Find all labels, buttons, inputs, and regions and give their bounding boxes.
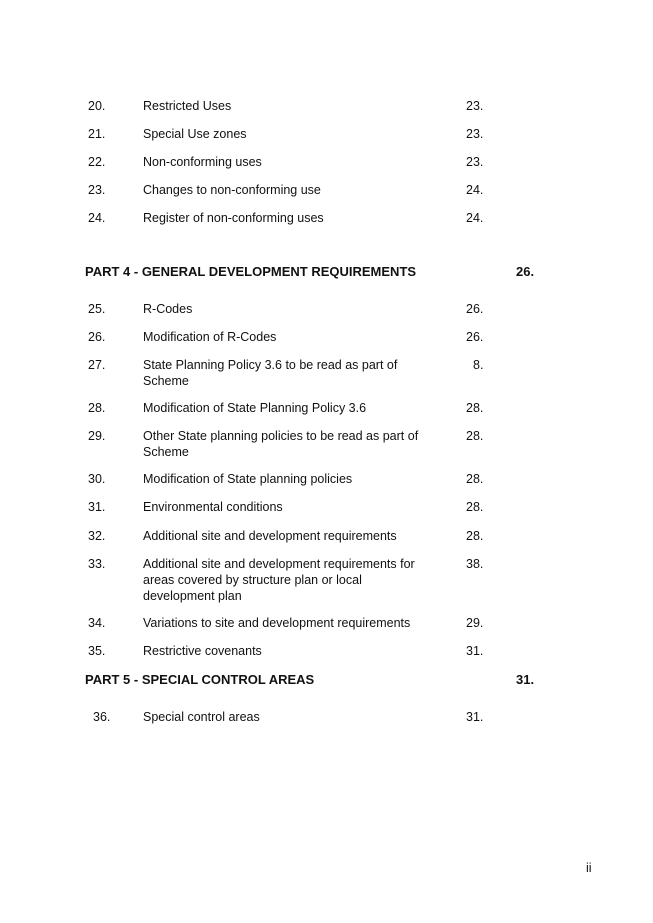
toc-entry-title: Additional site and development requirements for areas covered by structure plan or local development plan	[143, 557, 415, 603]
toc-entry-page: 26.	[466, 330, 484, 344]
toc-entry-number: 34.	[88, 616, 106, 630]
toc-entry-number: 26.	[88, 330, 106, 344]
toc-entry-page: 24.	[466, 211, 484, 225]
part-title: PART 5 - SPECIAL CONTROL AREAS	[85, 672, 315, 687]
toc-entry-page: 28.	[466, 472, 484, 486]
toc-entry-number: 31.	[88, 500, 106, 514]
toc-entry-page: 26.	[466, 302, 484, 316]
part-page: 31.	[516, 672, 535, 687]
toc-entry-title: Other State planning policies to be read as part of Scheme	[143, 429, 419, 459]
toc-entry-page: 24.	[466, 183, 484, 197]
toc-entry-title: Changes to non-conforming use	[143, 183, 321, 197]
toc-entry-title: Additional site and development requirements	[143, 529, 397, 543]
toc-entry-number: 33.	[88, 557, 106, 571]
toc-entry-number: 25.	[88, 302, 106, 316]
toc-entry-page: 28.	[466, 500, 484, 514]
toc-entry-page: 23.	[466, 127, 484, 141]
page-number: ii	[586, 861, 592, 875]
toc-entry-title: Restrictive covenants	[143, 644, 262, 658]
toc-entry-title: Environmental conditions	[143, 500, 283, 514]
toc-entry-title: Register of non-conforming uses	[143, 211, 324, 225]
toc-entry-page: 23.	[466, 99, 484, 113]
part-title: PART 4 - GENERAL DEVELOPMENT REQUIREMENTS	[85, 264, 417, 279]
toc-entry-number: 35.	[88, 644, 106, 658]
toc-entry-page: 28.	[466, 529, 484, 543]
toc-entry-title: Restricted Uses	[143, 99, 232, 113]
toc-entry-number: 22.	[88, 155, 106, 169]
toc-entry-page: 31.	[466, 644, 484, 658]
toc-entry-number: 29.	[88, 429, 106, 443]
toc-entry-title: State Planning Policy 3.6 to be read as part of Scheme	[143, 358, 398, 388]
toc-entry-title: R-Codes	[143, 302, 193, 316]
toc-entry-page: 29.	[466, 616, 484, 630]
toc-entry-title: Modification of State planning policies	[143, 472, 353, 486]
toc-entry-number: 20.	[88, 99, 106, 113]
toc-entry-number: 21.	[88, 127, 106, 141]
toc-entry-number: 27.	[88, 358, 106, 372]
toc-entry-number: 32.	[88, 529, 106, 543]
toc-entry-title: Modification of R-Codes	[143, 330, 277, 344]
toc-entry-number: 24.	[88, 211, 106, 225]
toc-entry-title: Special control areas	[143, 710, 260, 724]
toc-entry-page: 23.	[466, 155, 484, 169]
toc-entry-title: Variations to site and development requirements	[143, 616, 411, 630]
toc-entry-title: Special Use zones	[143, 127, 247, 141]
toc-entry-title: Non-conforming uses	[143, 155, 262, 169]
toc-entry-number: 36.	[93, 710, 111, 724]
part-page: 26.	[516, 264, 535, 279]
toc-entry-page: 28.	[466, 429, 484, 443]
toc-entry-title: Modification of State Planning Policy 3.6	[143, 401, 367, 415]
toc-entry-number: 28.	[88, 401, 106, 415]
toc-entry-page: 38.	[466, 557, 484, 571]
toc-entry-number: 30.	[88, 472, 106, 486]
toc-entry-number: 23.	[88, 183, 106, 197]
toc-entry-page: 31.	[466, 710, 484, 724]
toc-entry-page: 28.	[466, 401, 484, 415]
toc-entry-page: 8.	[473, 358, 484, 372]
